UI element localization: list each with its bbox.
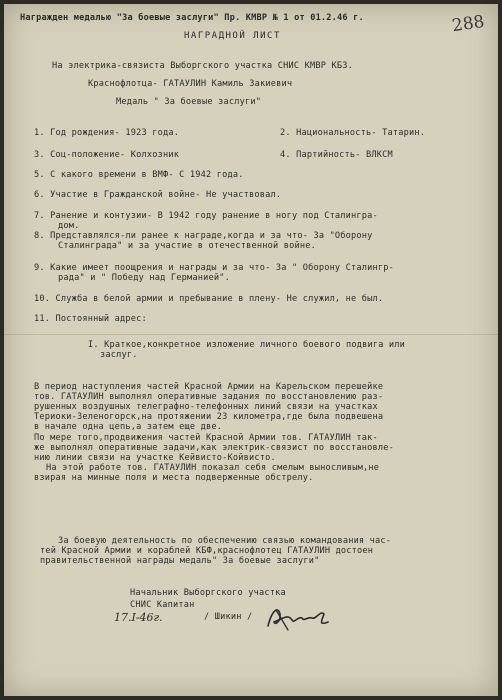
body-line: нию линии связи на участке Кейвисто-Койвисто. — [34, 453, 276, 463]
field-service-start: 5. С какого времени в ВМФ- С 1942 года. — [34, 170, 244, 180]
award-name: Медаль " За боевые заслуги" — [116, 97, 262, 107]
body-line: Териоки-Зеленогорск,на протяжении 23 километра,где была подвешена — [34, 412, 384, 422]
document-title: НАГРАДНОЙ ЛИСТ — [184, 31, 281, 41]
field-prior-awards: 8. Представлялся-ли ранее к награде,когда и за что- За "Оборону — [34, 231, 373, 241]
handwritten-signature — [262, 600, 332, 634]
body-line: тов. ГАТАУЛИН выполнял оперативные задания по восстановлению раз- — [34, 392, 384, 402]
conclusion-line: правительственной награды медаль" За боевые заслуги" — [40, 556, 320, 566]
signatory-name: / Шикин / — [204, 612, 253, 622]
conclusion-line: тей Красной Армии и кораблей КБФ,краснофлотец ГАТАУЛИН достоен — [40, 546, 374, 556]
body-line: На этой работе тов. ГАТАУЛИН показал себя смелым выносливым,не — [46, 463, 380, 473]
body-line: В период наступления частей Красной Армии на Карельском перешейке — [34, 382, 384, 392]
body-line: взирая на минные поля и места подверженные обстрелу. — [34, 473, 314, 483]
body-line: По мере того,продвижения частей Красной Армии тов. ГАТАУЛИН так- — [34, 433, 378, 443]
page-number: 288 — [450, 11, 486, 37]
document-sheet — [4, 4, 498, 696]
signatory-rank: СНИС Капитан — [130, 600, 195, 610]
signatory-title: Начальник Выборгского участка — [130, 588, 286, 598]
recipient-name: Краснофлотца- ГАТАУЛИН Камиль Закиевич — [88, 79, 293, 89]
award-header: Награжден медалью "За боевые заслуги" Пр. КМВР № 1 от 01.2.46 г. — [20, 13, 364, 23]
conclusion-line: За боевую деятельность по обеспечению связью командования час- — [58, 536, 392, 546]
field-wounds-cont: дом. — [58, 221, 80, 231]
fold-line — [4, 334, 498, 335]
recipient-position: На электрика-связиста Выборгского участка СНИС КМВР КБЗ. — [52, 61, 353, 71]
body-line: рушенных воздушных телеграфно-телефонных линий связи на участках — [34, 402, 378, 412]
field-nationality: 2. Национальность- Татарин. — [280, 128, 426, 138]
field-prior-awards-cont: Сталинграда" и за участие в отечественной войне. — [58, 241, 316, 251]
section-heading-cont: заслуг. — [100, 350, 138, 360]
signature-date: 17.I-46г. — [114, 611, 163, 624]
body-line: в начале одна цепь,а затем еще две. — [34, 422, 223, 432]
field-social-status: 3. Соц-положение- Колхозник — [34, 150, 180, 160]
field-civil-war: 6. Участие в Гражданской войне- Не участвовал. — [34, 190, 282, 200]
field-birth-year: 1. Год рождения- 1923 года. — [34, 128, 180, 138]
field-white-army: 10. Служба в белой армии и пребывание в плену- Не служил, не был. — [34, 294, 384, 304]
field-decorations-cont: рада" и " Победу над Германией". — [58, 273, 230, 283]
field-wounds: 7. Ранение и контузии- В 1942 году ранение в ногу под Сталингра- — [34, 211, 378, 221]
field-decorations: 9. Какие имеет поощрения и награды и за что- За " Оборону Сталингр- — [34, 263, 395, 273]
field-address: 11. Постоянный адрес: — [34, 314, 147, 324]
body-line: же выполнял оперативные задачи,как электрик-связист по восстановле- — [34, 443, 395, 453]
section-heading: I. Краткое,конкретное изложение личного боевого подвига или — [88, 340, 406, 350]
field-party: 4. Партийность- ВЛКСМ — [280, 150, 393, 160]
